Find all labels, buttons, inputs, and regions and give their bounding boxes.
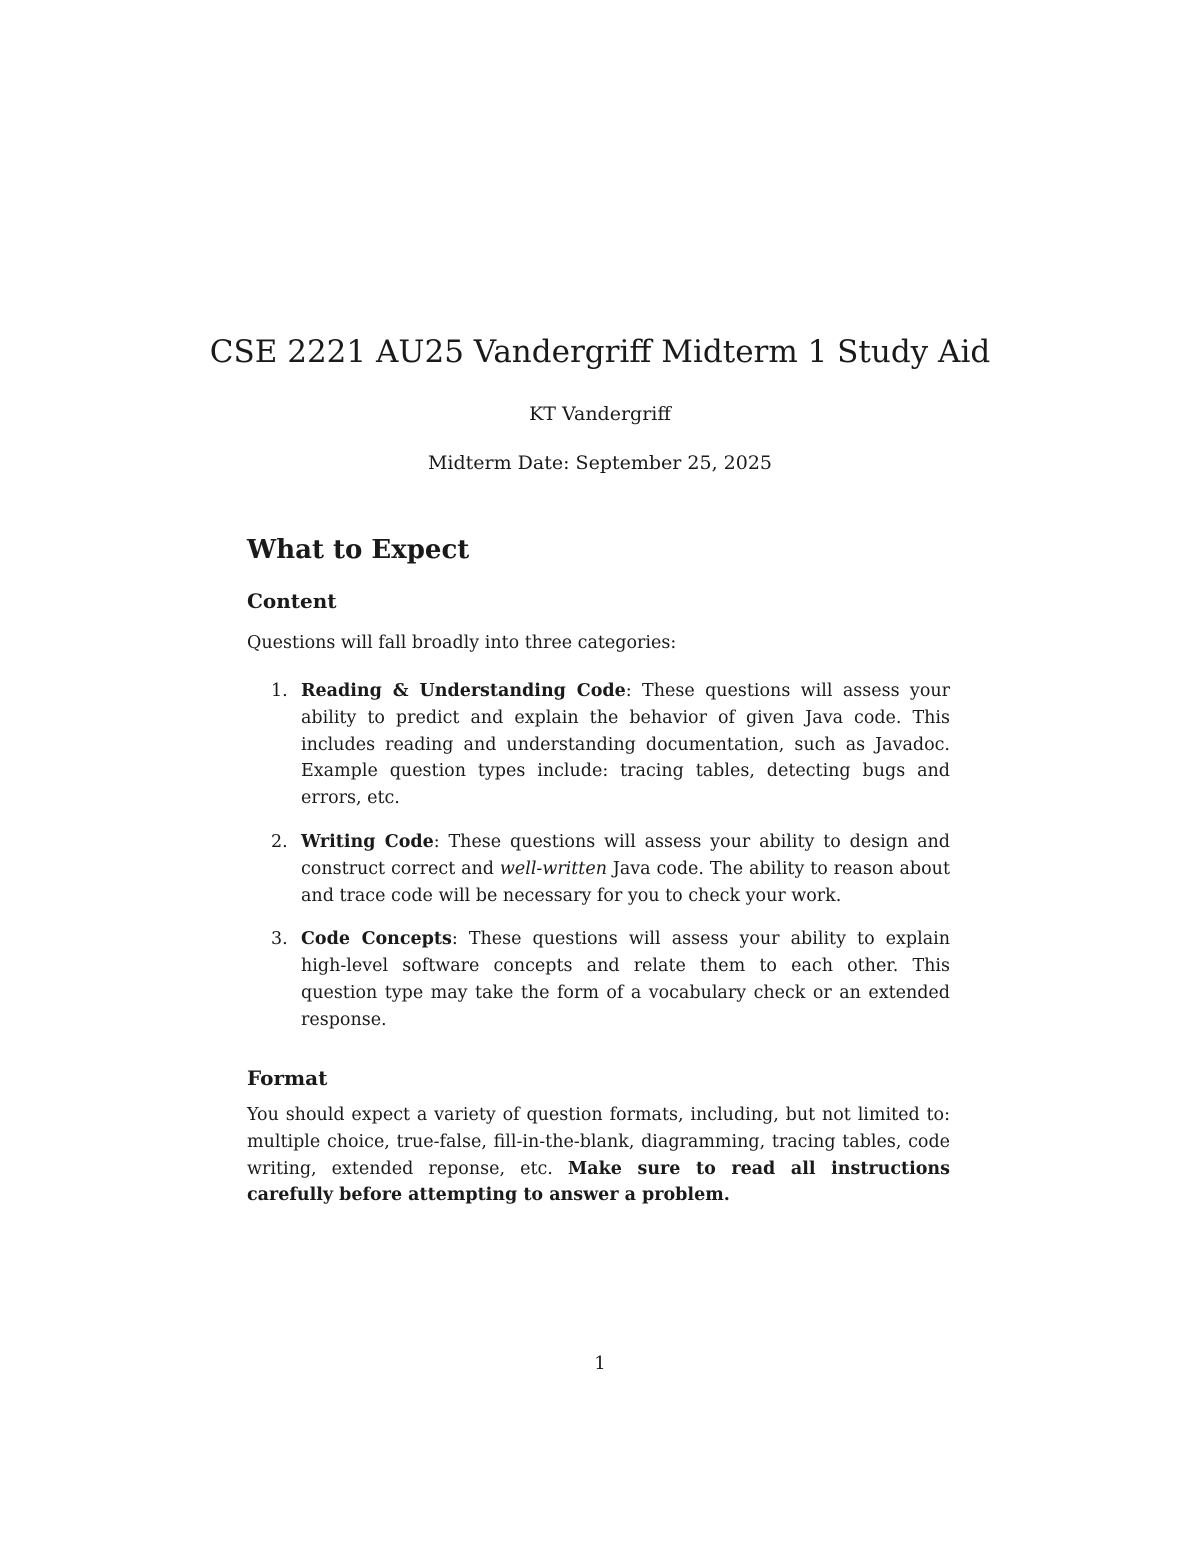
list-item-number: 2. [271,831,288,852]
list-item-number: 3. [271,929,288,950]
list-item-text: : These questions will assess your ability to design and construct correct and [301,831,950,879]
list-item-number: 1. [271,681,288,701]
midterm-date: Midterm Date: September 25, 2025 [427,452,773,474]
format-text: You should expect a variety of question formats, including, but not limited to: multiple choice, true-false, fill-in-the-blank, diagramming, tracing tables, code writing, extended reponse, etc. [247,1105,950,1179]
list-item-term: Code Concepts [301,929,452,950]
list-item-text: : These questions will assess your ability to predict and explain the behavior of given Java code. This includes reading and understanding documentation, such as Javadoc. Example question types include: tracing tables, detecting bugs and errors, etc. [301,681,950,809]
format-paragraph [247,1102,950,1209]
format-bold-instruction: Make sure to read all instructions carefully before attempting to answer a problem. [247,1158,950,1206]
content-intro: Questions will fall broadly into three categories: [247,633,677,653]
list-item [247,678,950,812]
subsection-heading-format: Format [247,1066,328,1090]
list-item-emphasis: well-written [499,858,607,879]
document-author: KT Vandergriff [529,403,671,425]
section-heading-what-to-expect: What to Expect [247,535,470,565]
page-number: 1 [594,1353,606,1374]
document-title: CSE 2221 AU25 Vandergriff Midterm 1 Study Aid [209,334,991,370]
list-item-text: : These questions will assess your ability to explain high-level software concepts and relate them to each other. This question type may take the form of a vocabulary check or an extended response. [301,929,951,1030]
list-item-term: Reading & Understanding Code [301,681,626,701]
list-item-term: Writing Code [301,831,434,852]
subsection-heading-content: Content [247,589,337,613]
list-item [247,829,950,909]
list-item-text: Java code. The ability to reason about and trace code will be necessary for you to check your work. [301,858,950,906]
categories-list [247,678,950,1051]
list-item [247,926,950,1033]
